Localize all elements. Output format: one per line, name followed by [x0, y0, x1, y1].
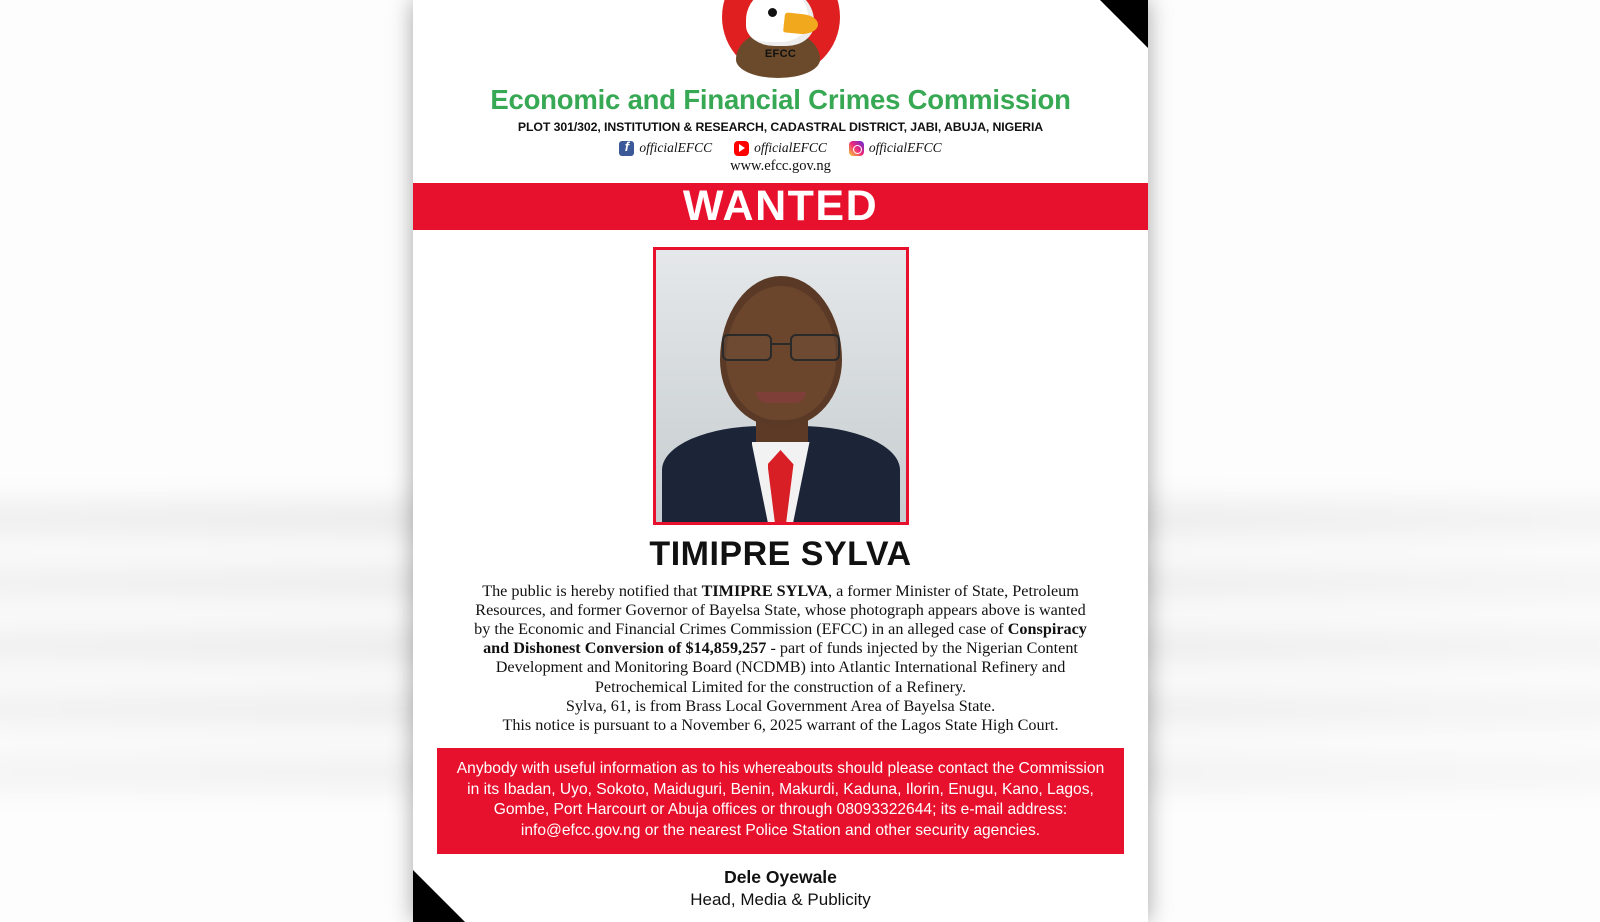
body-line4-bold: and Dishonest Conversion of $14,859,257: [483, 639, 767, 658]
subject-photo: [653, 247, 909, 525]
body-line3-pre: by the Economic and Financial Crimes Commission (EFCC) in an alleged case of: [474, 620, 1008, 639]
poster-footer: [419, 867, 1142, 910]
wanted-banner-text: WANTED: [682, 182, 879, 230]
instagram-handle: officialEFCC: [868, 140, 942, 155]
wanted-banner: [413, 183, 1148, 230]
website-url[interactable]: www.efcc.gov.ng: [730, 158, 831, 174]
body-line6: Petrochemical Limited for the construction of a Refinery.: [594, 677, 967, 696]
spokesperson-role: Head, Media & Publicity: [690, 889, 871, 909]
body-line3-bold: Conspiracy: [1007, 620, 1087, 639]
social-handles: [419, 140, 1142, 156]
social-facebook[interactable]: [619, 140, 712, 156]
organization-address: PLOT 301/302, INSTITUTION & RESEARCH, CADASTRAL DISTRICT, JABI, ABUJA, NIGERIA: [517, 120, 1044, 134]
body-line7: Sylva, 61, is from Brass Local Government Area of Bayelsa State.: [565, 696, 996, 715]
social-instagram[interactable]: [849, 140, 942, 156]
contact-notice-box: Anybody with useful information as to his whereabouts should please contact the Commission in its Ibadan, Uyo, Sokoto, Maiduguri, Benin, Makurdi, Kaduna, Ilorin, Enugu, Kano, Lagos, Gombe, Port Harcourt or Abuja offices or through 08093322644; its e-mail address: info@efcc.gov.ng or the nearest Police Station and other security agencies.: [437, 748, 1124, 854]
body-line1-post: , a former Minister of State, Petroleum: [827, 582, 1079, 600]
youtube-handle: officialEFCC: [754, 140, 827, 155]
logo-badge-text: EFCC: [764, 48, 797, 60]
youtube-icon: [734, 141, 749, 156]
organization-name: Economic and Financial Crimes Commission: [490, 84, 1071, 115]
spokesperson-name: Dele Oyewale: [724, 866, 837, 887]
body-line4-post: - part of funds injected by the Nigerian Content: [766, 639, 1078, 658]
notice-body: [441, 582, 1120, 735]
facebook-icon: [619, 141, 634, 156]
wanted-poster: [413, 0, 1148, 922]
body-line5: Development and Monitoring Board (NCDMB) into Atlantic International Refinery and: [495, 658, 1066, 677]
body-line1-bold: TIMIPRE SYLVA: [701, 582, 828, 600]
social-youtube[interactable]: [734, 140, 827, 156]
instagram-icon: [849, 141, 864, 156]
logo-container: [419, 0, 1142, 76]
facebook-handle: officialEFCC: [639, 140, 713, 155]
efcc-eagle-logo: [722, 0, 840, 76]
body-line8: This notice is pursuant to a November 6, 2025 warrant of the Lagos State High Court.: [502, 715, 1059, 734]
body-line2: Resources, and former Governor of Bayelsa State, whose photograph appears above is wanted: [475, 601, 1086, 620]
subject-name: TIMIPRE SYLVA: [649, 535, 912, 573]
body-line1-pre: The public is hereby notified that: [482, 582, 702, 600]
